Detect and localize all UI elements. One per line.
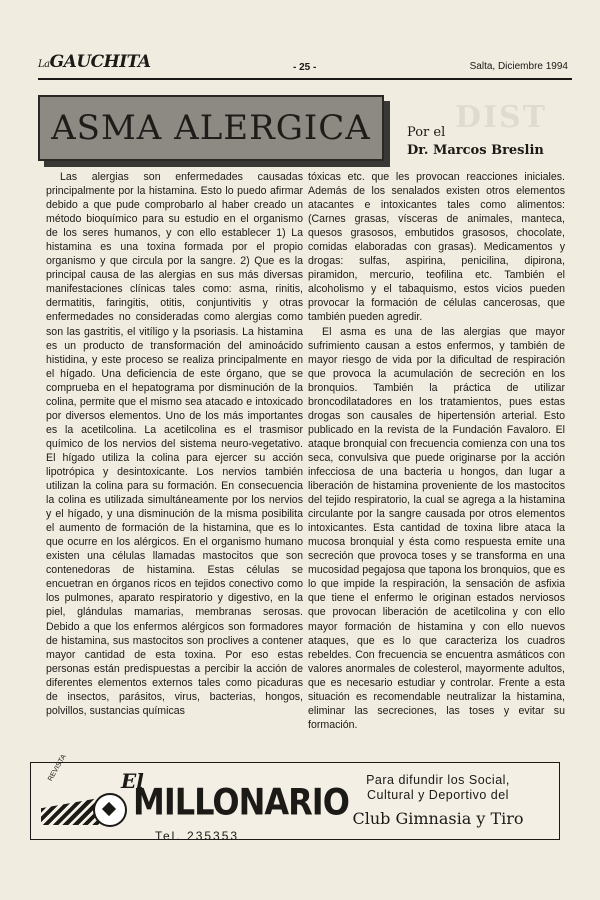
- logo-name: GAUCHITA: [49, 52, 151, 72]
- byline: [407, 124, 544, 160]
- el-millonario-logo: [37, 753, 349, 843]
- paragraph: Las alergias son enfermedades causadas principalmente por la histamina. Esto lo puedo afirmar debido a que pude comprobarlo al haber creado un método bioquímico para su estudio en el organismo de los seres humanos, y con ello establecer 1) La histamina es una toxina formada por el propio organismo y que circula por la sangre. 2) Que es la principal causa de las alergias en sus más diversas manifestaciones clínicas tales como: asma, rinitis, dermatitis, faringitis, otitis, conjuntivitis y otras enfermedades no consideradas como alergias como son las gastritis, el vitíligo y la psoriasis. La histamina es un producto de transformación del aminoácido histidina, y este proceso se realiza principalmente en el hígado. Una deficiencia de este órgano, que se comprueba en el hepatograma por disminución de la colina, permite que el mismo sea atacado e intoxicado por diversos elementos. Uno de los más importantes es la acetilcolina. La acetilcolina es el trasmisor químico de los nervios del sistema neuro-vegetativo. El hígado utiliza la colina para ejercer su acción lipotrópica y desintoxicante. Los nervios también utilizan la colina para su formación. En consecuencia la colina es utilizada simultáneamente por los nervios y el hígado, y una disminución de la misma posibilita el aumento de formación de la histamina, que es lo que ocurre en los alérgicos. En el organismo humano existen una células llamadas mastocitos que son contenedoras de histamina. Estas células se encuetran en órganos ricos en tejidos conectivo como los pulmones, aparato respiratorio y digestivo, en la piel, glándulas mamarias, membranas serosas. Debido a que los enfermos alérgicos son formadores de histamina, sus mastocitos son proclives a contener mayor cantidad de esta toxina. Por eso estas personas están predispuestas a percibir la acción de diferentes elementos externos tales como picaduras de insectos, parásitos, virus, bacterias, hongos, polvillos, sustancias químicas: [46, 171, 303, 717]
- byline-prefix: Por el: [407, 125, 446, 140]
- phone-line: [155, 829, 239, 843]
- ad-tagline: [323, 773, 553, 828]
- article-column-right: [308, 170, 565, 732]
- phone-label: Tel.: [155, 829, 182, 843]
- article-title-box: [38, 95, 384, 161]
- magazine-logo: [38, 52, 151, 72]
- author-name: Dr. Marcos Breslin: [407, 143, 544, 158]
- page-number: - 25 -: [293, 62, 317, 73]
- bleed-through-text: DIST: [455, 100, 548, 135]
- article-title: ASMA ALERGICA: [51, 108, 371, 148]
- page-header: [38, 52, 568, 78]
- article-column-left: [46, 170, 303, 718]
- tagline-line-2: Cultural y Deportivo del: [367, 788, 509, 802]
- paragraph: tóxicas etc. que les provocan reacciones iniciales. Además de los senalados existen otros elementos atacantes e intoxicantes tales como alimentos: (Carnes grasas, vísceras de animales, manteca, quesos grasosos, embutidos grasosos, chocolate, comidas elaboradas con grasas). Medicamentos y drogas: sulfas, aspirina, penicilina, dipirona, piramidon, mercurio, teofilina etc. También el alcoholismo y el tabaquismo, estos vicios pueden provocar la formación de células cancerosas, que también pueden agredir.: [308, 171, 565, 324]
- brand-name: MILLONARIO: [133, 780, 349, 824]
- paragraph: El asma es una de las alergias que mayor sufrimiento causan a estos enfermos, y también de mayor riesgo de vida por la dificultad de respiración que provoca la acumulación de secreción en los bronquios. También la práctica de utilizar broncodilatadores en los tratamientos, pues estas drogas son causales de hipertensión arterial. Esto publicado en la revista de la Fundación Favaloro. El ataque bronquial con frecuencia comienza con una tos seca, convulsiva que puede originarse por la acción infecciosa de una bacteria u hongos, dan lugar a liberación de histamina proveniente de los mastocitos del tejido respiratorio, la cual se agrega a la histamina circulante por la sangre causada por otros elementos intoxicantes. Esta cantidad de toxina libre ataca la mucosa bronquial y ésta como respuesta emite una secreción que provoca toses y se transforma en una mucosidad pegajosa que tapona los bronquios, que es lo que impide la respiración, la sensación de asfixia que tiene el enfermo le originan estados nerviosos que provocan liberación de acetilcolina y con ello mayor formación de histamina y con ello nuevos ataques, que es lo que caracteriza los cuadros rebeldes. Con frecuencia se encuentra asmáticos con valores anormales de colesterol, mayormente adultos, que es necesario estudiar y controlar. Frente a esta situación es recomendable neutralizar la histamina, eliminar las secreciones, las toses y evitar su formación.: [308, 325, 565, 731]
- header-rule: [38, 78, 572, 80]
- issue-date: Salta, Diciembre 1994: [469, 61, 568, 72]
- logo-prefix: La: [38, 59, 50, 70]
- phone-number: 235353: [187, 829, 240, 843]
- advertisement-box: [30, 753, 560, 843]
- club-name: Club Gimnasia y Tiro: [352, 809, 524, 828]
- tagline-line-1: Para difundir los Social,: [366, 773, 510, 787]
- brand-el: El: [121, 769, 144, 793]
- revista-label: REVISTA: [47, 753, 68, 783]
- soccer-ball-icon: [93, 793, 127, 827]
